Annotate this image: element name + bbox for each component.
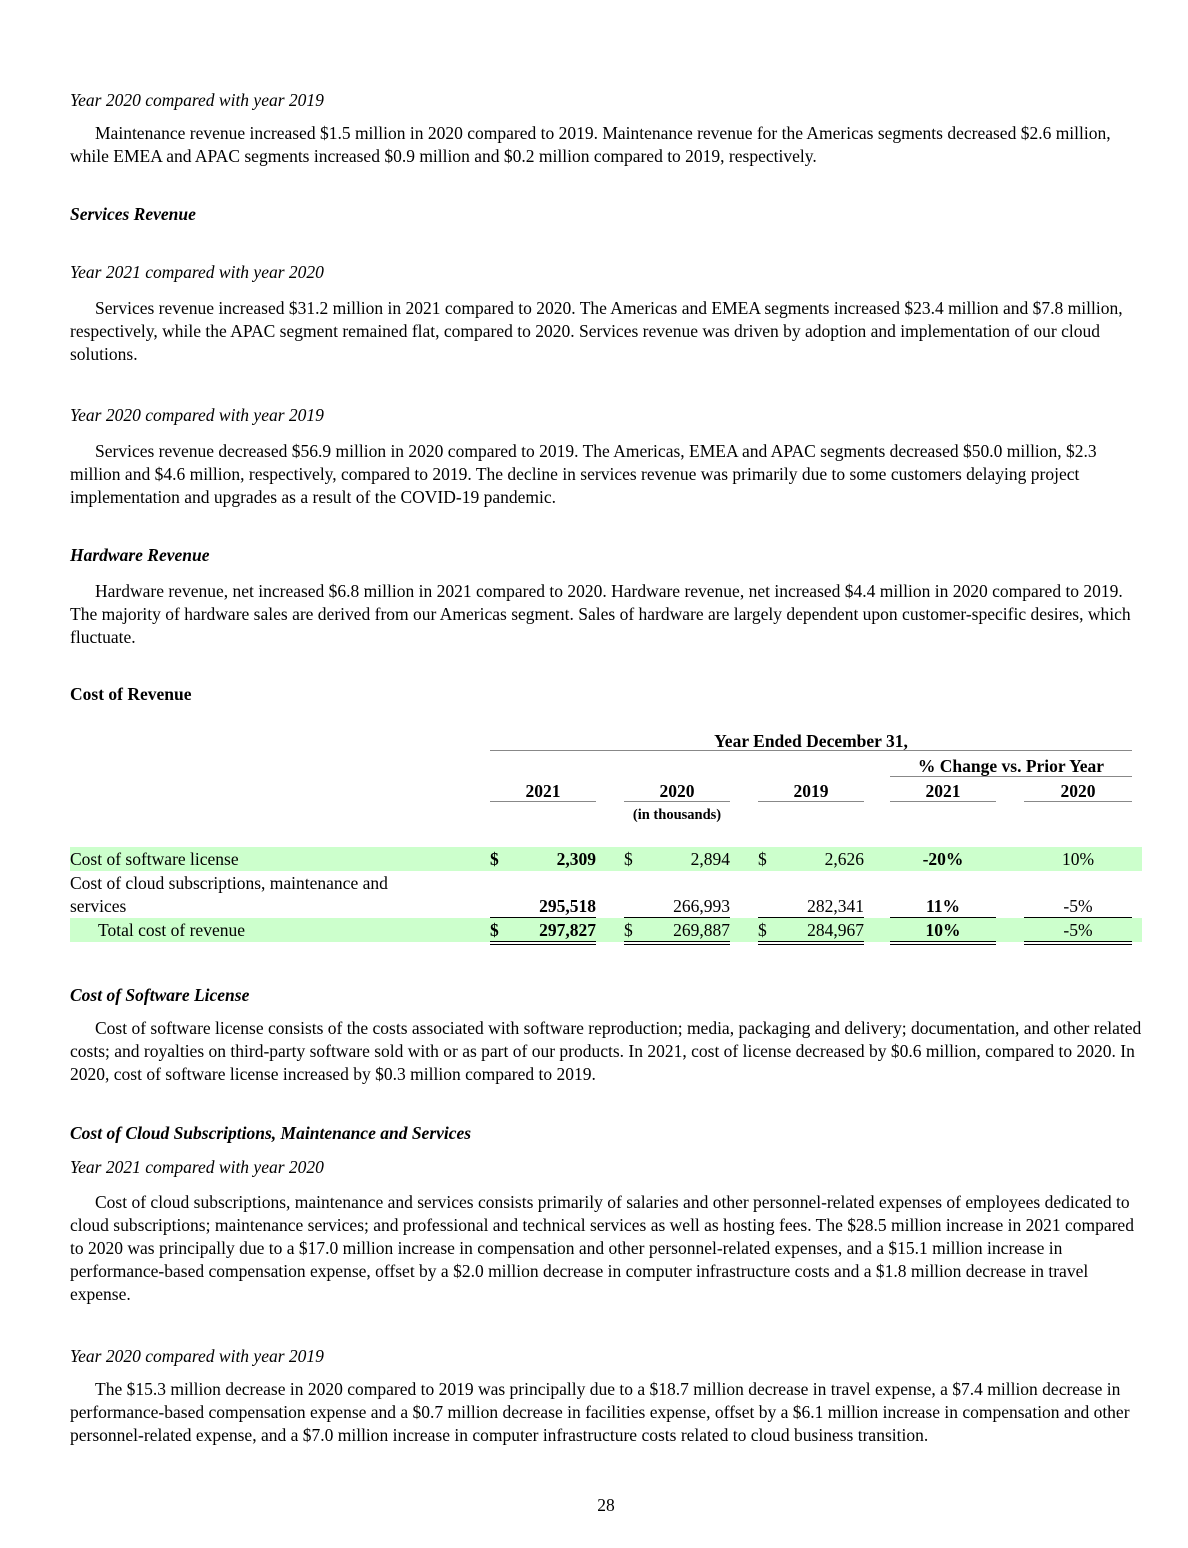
- paragraph-cost-software-license: Cost of software license consists of the costs associated with software reproduction; media, packaging and delivery; documentation, and other related costs; and royalties on third-party software sold with or as part of our products. In 2021, cost of license decreased by $0.6 million, compared to 2020. In 2020, cost of software license increased by $0.3 million compared to 2019.: [70, 1018, 1142, 1084]
- col-rule-2019: [758, 801, 864, 802]
- paragraph-hardware: Hardware revenue, net increased $6.8 million in 2021 compared to 2020. Hardware revenue, net increased $4.4 million in 2020 compared to 2019. The majority of hardware sales are derived from our Americas segment. Sales of hardware are largely dependent upon customer-specific desires, which fluctuate.: [70, 581, 1131, 647]
- total-double-rule: [758, 941, 864, 945]
- paragraph-cloud-2020: The $15.3 million decrease in 2020 compared to 2019 was principally due to a $18.7 million decrease in travel expense, a $7.4 million decrease in performance-based compensation expense and a $0.7 million decrease in facilities expense, offset by a $6.1 million increase in compensation and other personnel-related expense, and a $7.0 million increase in computer infrastructure costs related to cloud business transition.: [70, 1379, 1130, 1445]
- dollar-sign: $: [758, 920, 767, 940]
- pct-2020: -5%: [1063, 920, 1093, 940]
- subheading-services-2020: Year 2020 compared with year 2019: [70, 405, 324, 425]
- dollar-sign: $: [624, 920, 633, 940]
- paragraph-maintenance-2020: Maintenance revenue increased $1.5 million in 2020 compared to 2019. Maintenance revenue for the Americas segments decreased $2.6 million, while EMEA and APAC segments increased $0.9 million and $0.2 million compared to 2019, respectively.: [70, 123, 1111, 166]
- col-header-2019: 2019: [793, 781, 829, 801]
- col-header-2021: 2021: [525, 781, 561, 801]
- total-double-rule: [624, 941, 730, 945]
- subheading-cloud-2020: Year 2020 compared with year 2019: [70, 1346, 324, 1366]
- pct-2021: -20%: [922, 849, 964, 869]
- row-label-line1: Cost of cloud subscriptions, maintenance and: [70, 873, 388, 893]
- value-2021: 297,827: [539, 920, 596, 940]
- paragraph-services-2021: Services revenue increased $31.2 million in 2021 compared to 2020. The Americas and EMEA segments increased $23.4 million and $7.8 million, respectively, while the APAC segment remained flat, compared to 2020. Services revenue was driven by adoption and implementation of our cloud solutions.: [70, 298, 1123, 364]
- table-header-pct-change: % Change vs. Prior Year: [917, 756, 1105, 776]
- table-row-total: [70, 918, 1142, 942]
- row-label: Cost of software license: [70, 849, 239, 869]
- heading-hardware-revenue: Hardware Revenue: [70, 545, 210, 565]
- value-2020: 269,887: [673, 920, 730, 940]
- total-double-rule: [1024, 941, 1132, 945]
- pct-2021: 11%: [925, 896, 961, 916]
- value-2020: 2,894: [690, 849, 730, 869]
- page-number: 28: [597, 1495, 615, 1515]
- pct-2020: -5%: [1063, 896, 1093, 916]
- value-2019: 284,967: [807, 920, 864, 940]
- row-label-line2: services: [70, 896, 127, 916]
- pct-header-rule: [890, 776, 1132, 777]
- col-header-pct-2020: 2020: [1060, 781, 1096, 801]
- heading-cost-cloud: Cost of Cloud Subscriptions, Maintenance and Services: [70, 1123, 472, 1143]
- value-2019: 282,341: [807, 896, 864, 916]
- total-double-rule: [890, 941, 996, 945]
- paragraph-cloud-2021: Cost of cloud subscriptions, maintenance and services consists primarily of salaries and other personnel-related expenses of employees dedicated to cloud subscriptions; maintenance services; and professional and technical services as well as hosting fees. The $28.5 million increase in 2021 compared to 2020 was principally due to a $17.0 million increase in compensation and other personnel-related expenses, and a $15.1 million increase in performance-based compensation expense, offset by a $2.0 million decrease in computer infrastructure costs and a $1.8 million decrease in travel expense.: [70, 1192, 1134, 1304]
- value-2019: 2,626: [824, 849, 864, 869]
- col-rule-2020: [624, 801, 730, 802]
- value-2020: 266,993: [673, 896, 730, 916]
- col-rule-pct-2020: [1024, 801, 1132, 802]
- pct-2021: 10%: [925, 920, 961, 940]
- subheading-services-2021: Year 2021 compared with year 2020: [70, 262, 324, 282]
- pct-2020: 10%: [1061, 849, 1095, 869]
- col-header-2020: 2020: [659, 781, 695, 801]
- dollar-sign: $: [624, 849, 633, 869]
- dollar-sign: $: [490, 920, 499, 940]
- value-2021: 295,518: [539, 896, 596, 916]
- subheading-cloud-2021: Year 2021 compared with year 2020: [70, 1157, 324, 1177]
- table-row-software-license: [70, 847, 1142, 871]
- col-rule-2021: [490, 801, 596, 802]
- row-label: Total cost of revenue: [98, 920, 245, 940]
- subheading-maintenance-2020: Year 2020 compared with year 2019: [70, 90, 324, 110]
- header-rule: [490, 750, 1132, 751]
- dollar-sign: $: [758, 849, 767, 869]
- heading-cost-software-license: Cost of Software License: [70, 985, 250, 1005]
- dollar-sign: $: [490, 849, 499, 869]
- total-double-rule: [490, 941, 596, 945]
- col-header-pct-2021: 2021: [925, 781, 961, 801]
- table-header-year-ended: Year Ended December 31,: [714, 731, 908, 751]
- col-rule-pct-2021: [890, 801, 996, 802]
- table-row-cloud-maintenance-services: [70, 871, 1142, 917]
- paragraph-services-2020: Services revenue decreased $56.9 million in 2020 compared to 2019. The Americas, EMEA and APAC segments decreased $50.0 million, $2.3 million and $4.6 million, respectively, compared to 2019. The decline in services revenue was primarily due to some customers delaying project implementation and upgrades as a result of the COVID-19 pandemic.: [70, 441, 1097, 507]
- heading-services-revenue: Services Revenue: [70, 204, 196, 224]
- heading-cost-of-revenue: Cost of Revenue: [70, 684, 192, 704]
- cost-of-revenue-table: [70, 728, 1142, 948]
- value-2021: 2,309: [556, 849, 596, 869]
- units-label: (in thousands): [632, 807, 722, 823]
